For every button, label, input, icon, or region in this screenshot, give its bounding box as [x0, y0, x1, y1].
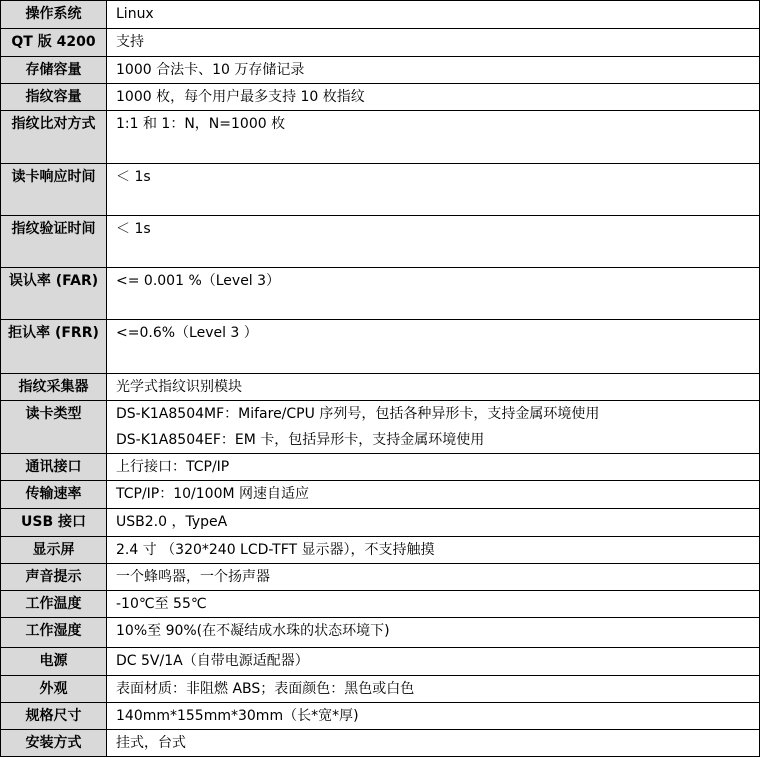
row-label: 外观 — [1, 676, 107, 703]
row-value: TCP/IP：10/100M 网速自适应 — [107, 481, 760, 509]
row-value: 一个蜂鸣器，一个扬声器 — [107, 564, 760, 591]
table-row — [1, 591, 760, 618]
table-row — [1, 268, 760, 320]
row-label: 规格尺寸 — [1, 703, 107, 730]
row-value: ＜ 1s — [107, 216, 760, 268]
row-value: 1000 合法卡、10 万存储记录 — [107, 57, 760, 84]
row-label: QT 版 4200 — [1, 29, 107, 57]
row-value: 140mm*155mm*30mm（长*宽*厚) — [107, 703, 760, 730]
table-row — [1, 320, 760, 374]
row-value: 1:1 和 1：N，N=1000 枚 — [107, 111, 760, 164]
table-row — [1, 57, 760, 84]
row-value: <= 0.001 %（Level 3） — [107, 268, 760, 320]
table-row — [1, 618, 760, 648]
row-value: DC 5V/1A（自带电源适配器） — [107, 648, 760, 676]
row-value: DS-K1A8504MF：Mifare/CPU 序列号，包括各种异形卡，支持金属环境使用 DS-K1A8504EF：EM 卡，包括异形卡，支持金属环境使用 — [107, 401, 760, 454]
row-label: 传输速率 — [1, 481, 107, 509]
row-value: ＜ 1s — [107, 164, 760, 216]
table-row — [1, 1, 760, 29]
row-value: 支持 — [107, 29, 760, 57]
row-value: 1000 枚，每个用户最多支持 10 枚指纹 — [107, 84, 760, 111]
row-label: 指纹采集器 — [1, 374, 107, 401]
table-row — [1, 454, 760, 481]
row-value: 2.4 寸 （320*240 LCD-TFT 显示器），不支持触摸 — [107, 537, 760, 564]
row-label: 操作系统 — [1, 1, 107, 29]
table-row — [1, 29, 760, 57]
row-value: USB2.0 ，TypeA — [107, 509, 760, 537]
row-label: 读卡类型 — [1, 401, 107, 454]
row-value: <=0.6%（Level 3 ） — [107, 320, 760, 374]
row-value: 挂式，台式 — [107, 730, 760, 757]
row-label: 读卡响应时间 — [1, 164, 107, 216]
row-label: 安装方式 — [1, 730, 107, 757]
row-label: 误认率 (FAR) — [1, 268, 107, 320]
row-value: 上行接口：TCP/IP — [107, 454, 760, 481]
row-value: 10%至 90%(在不凝结成水珠的状态环境下) — [107, 618, 760, 648]
row-value: Linux — [107, 1, 760, 29]
table-row — [1, 84, 760, 111]
row-label: 声音提示 — [1, 564, 107, 591]
row-label: 指纹容量 — [1, 84, 107, 111]
table-row — [1, 111, 760, 164]
table-row — [1, 537, 760, 564]
table-row — [1, 216, 760, 268]
row-label: 拒认率 (FRR) — [1, 320, 107, 374]
row-label: USB 接口 — [1, 509, 107, 537]
table-row — [1, 703, 760, 730]
table-row — [1, 564, 760, 591]
row-label: 工作湿度 — [1, 618, 107, 648]
row-value: 表面材质：非阻燃 ABS；表面颜色：黑色或白色 — [107, 676, 760, 703]
row-label: 显示屏 — [1, 537, 107, 564]
table-row — [1, 164, 760, 216]
row-label: 通讯接口 — [1, 454, 107, 481]
row-value: -10℃至 55℃ — [107, 591, 760, 618]
table-row — [1, 374, 760, 401]
row-label: 存储容量 — [1, 57, 107, 84]
row-label: 工作温度 — [1, 591, 107, 618]
table-row — [1, 648, 760, 676]
table-row — [1, 730, 760, 757]
row-value: 光学式指纹识别模块 — [107, 374, 760, 401]
table-row — [1, 481, 760, 509]
table-row — [1, 509, 760, 537]
table-row — [1, 401, 760, 454]
row-label: 指纹验证时间 — [1, 216, 107, 268]
table-row — [1, 676, 760, 703]
row-label: 指纹比对方式 — [1, 111, 107, 164]
row-label: 电源 — [1, 648, 107, 676]
